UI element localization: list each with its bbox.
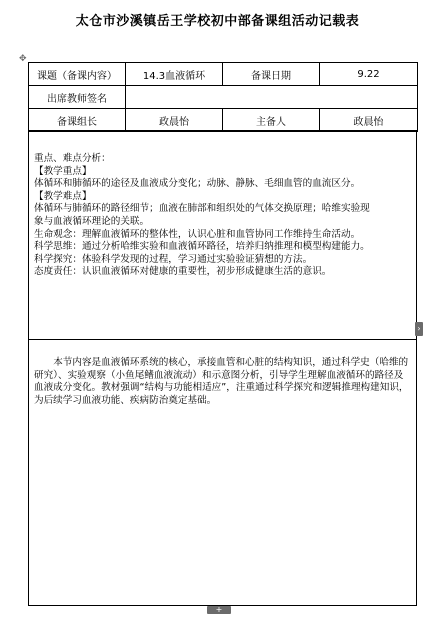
header-table xyxy=(28,62,418,132)
date-label: 备课日期 xyxy=(223,63,320,86)
table-row xyxy=(29,63,418,86)
analysis-line: 科学思维：通过分析哈维实验和血液循环路径，培养归纳推理和模型构建能力。 xyxy=(34,241,370,253)
analysis-line: 体循环与肺循环的路径细节；血液在肺部和组织处的气体交换原理；哈维实验现 xyxy=(34,203,370,215)
leader-label: 备课组长 xyxy=(29,109,126,132)
analysis-line: 态度责任：认识血液循环对健康的重要性，初步形成健康生活的意识。 xyxy=(34,266,332,278)
analysis-line: 体循环和肺循环的途径及血液成分变化；动脉、静脉、毛细血管的血流区分。 xyxy=(34,178,361,190)
summary-text[interactable]: 本节内容是血液循环系统的核心，承接血管和心脏的结构知识，通过科学史（哈维的研究）、实验观察（小鱼尾鳍血液流动）和示意图分析，引导学生理解血液循环的路径及血液成分变化。教材强调“结构与功能相适应”，注重通过科学探究和逻辑推理构建知识，为后续学习血液功能、疾病防治奠定基础。 xyxy=(34,357,409,406)
analysis-line: 生命观念：理解血液循环的整体性，认识心脏和血管协同工作维持生命活动。 xyxy=(34,228,361,240)
analysis-line: 科学探究：体验科学发现的过程，学习通过实验验证猜想的方法。 xyxy=(34,253,313,265)
table-row xyxy=(29,109,418,132)
analysis-section[interactable] xyxy=(34,153,412,279)
resize-handle-icon[interactable]: › xyxy=(415,322,423,336)
preparer-label: 主备人 xyxy=(223,109,320,132)
topic-value[interactable]: 14.3血液循环 xyxy=(126,63,223,86)
attendance-label: 出席教师签名 xyxy=(29,86,126,109)
leader-value[interactable]: 政晨怡 xyxy=(126,109,223,132)
topic-label: 课题（备课内容） xyxy=(29,63,126,86)
document-title: 太仓市沙溪镇岳王学校初中部备课组活动记载表 xyxy=(75,14,360,29)
analysis-line: 【教学难点】 xyxy=(34,190,92,202)
table-row xyxy=(29,86,418,109)
content-box xyxy=(28,130,417,606)
attendance-signatures[interactable] xyxy=(126,86,418,109)
resize-handle-icon[interactable]: + xyxy=(207,606,231,614)
preparer-value[interactable]: 政晨怡 xyxy=(320,109,418,132)
table-move-icon[interactable]: ✥ xyxy=(19,54,27,64)
date-value[interactable]: 9.22 xyxy=(320,63,418,86)
analysis-line: 象与血液循环理论的关联。 xyxy=(34,215,150,227)
analysis-line: 【教学重点】 xyxy=(34,165,92,177)
section-divider xyxy=(29,339,416,340)
analysis-heading: 重点、难点分析： xyxy=(34,153,111,164)
